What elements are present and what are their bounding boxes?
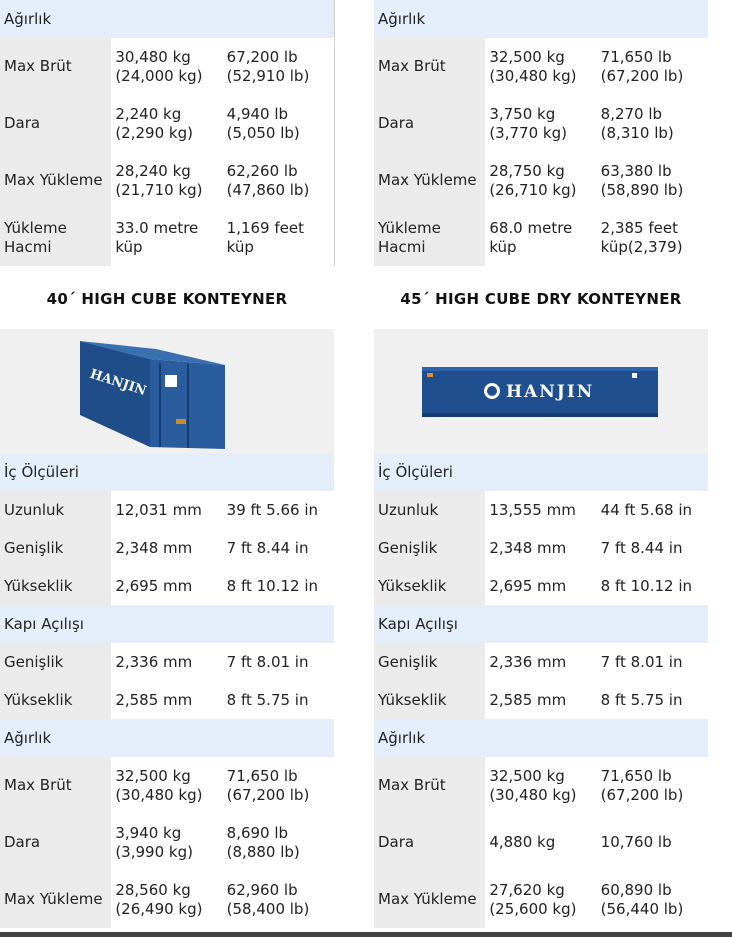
section-header: İç Ölçüleri [374,453,708,491]
top-weight-table [0,0,334,266]
value-imperial: 10,760 lb [600,833,672,851]
brand-label: HANJIN [506,382,595,402]
container-image [0,329,334,453]
value-metric: 2,348 mm [115,538,193,557]
value-imperial: 62,260 lb (47,860 lb) [226,161,310,199]
row-label: Yükleme Hacmi [374,209,485,266]
value-metric: 2,336 mm [115,652,193,671]
value-imperial: 8 ft 10.12 in [226,576,319,595]
row-label: Max Brüt [0,38,111,95]
row-label: Yükleme Hacmi [0,209,111,266]
value-imperial: 7 ft 8.44 in [226,538,309,557]
container-45hc-icon [374,329,708,453]
row-label: Max Yükleme [0,871,111,928]
section-header: Kapı Açılışı [374,605,708,643]
table-row [0,757,334,814]
row-label: Genişlik [374,643,485,681]
row-label: Yükseklik [374,567,485,605]
value-metric: 28,240 kg (21,710 kg) [115,161,203,199]
value-metric: 27,620 kg (25,600 kg) [489,880,577,918]
row-label: Genişlik [374,529,485,567]
value-imperial: 7 ft 8.01 in [226,652,309,671]
table-row [374,567,708,605]
value-metric: 2,695 mm [115,576,193,595]
table-row [0,529,334,567]
value-metric: 3,750 kg (3,770 kg) [489,104,567,142]
value-imperial: 4,940 lb (5,050 lb) [226,104,300,142]
table-row [0,681,334,719]
value-imperial: 1,169 feet küp [226,218,304,256]
section-header: Ağırlık [374,0,708,38]
value-metric: 2,585 mm [115,690,193,709]
value-imperial: 8,690 lb (8,880 lb) [226,823,300,861]
value-metric: 2,695 mm [489,576,567,595]
value-imperial: 8,270 lb (8,310 lb) [600,104,674,142]
value-imperial: 71,650 lb (67,200 lb) [226,766,310,804]
row-label: Dara [0,95,111,152]
container-image [374,329,708,453]
value-imperial: 2,385 feet küp(2,379) [600,218,683,256]
row-label: Max Yükleme [374,871,485,928]
value-metric: 4,880 kg [489,833,556,851]
value-imperial: 67,200 lb (52,910 lb) [226,47,310,85]
row-label: Yükseklik [0,567,111,605]
value-imperial: 44 ft 5.68 in [600,500,693,519]
table-row [374,529,708,567]
row-label: Max Yükleme [0,152,111,209]
value-metric: 32,500 kg (30,480 kg) [489,766,577,804]
value-metric: 28,750 kg (26,710 kg) [489,161,577,199]
value-metric: 30,480 kg (24,000 kg) [115,47,203,85]
table-row [0,567,334,605]
table-row [0,95,334,152]
value-imperial: 39 ft 5.66 in [226,500,319,519]
value-imperial: 8 ft 5.75 in [600,690,683,709]
row-label: Max Brüt [374,38,485,95]
value-metric: 68.0 metre küp [489,218,573,256]
value-imperial: 8 ft 5.75 in [226,690,309,709]
value-metric: 3,940 kg (3,990 kg) [115,823,193,861]
value-imperial: 8 ft 10.12 in [600,576,693,595]
interior-dimensions-table [0,453,334,928]
section-header: Ağırlık [0,719,334,757]
row-label: Dara [374,95,485,152]
container-title: 45´ HIGH CUBE DRY KONTEYNER [400,290,682,308]
table-row [0,814,334,871]
table-row [0,209,334,266]
value-imperial: 7 ft 8.01 in [600,652,683,671]
value-imperial: 63,380 lb (58,890 lb) [600,161,684,199]
value-metric: 12,031 mm [115,500,202,519]
value-metric: 2,348 mm [489,538,567,557]
row-label: Yükseklik [374,681,485,719]
value-imperial: 62,960 lb (58,400 lb) [226,880,310,918]
table-row [374,38,708,95]
value-metric: 33.0 metre küp [115,218,199,256]
row-label: Uzunluk [0,491,111,529]
table-row [374,643,708,681]
table-row [0,643,334,681]
table-row [374,814,708,871]
table-row [374,871,708,928]
table-row [0,871,334,928]
container-40hc-icon [0,329,334,453]
value-metric: 2,240 kg (2,290 kg) [115,104,193,142]
interior-dimensions-table [374,453,708,928]
value-imperial: 71,650 lb (67,200 lb) [600,47,684,85]
section-header: Ağırlık [374,719,708,757]
table-row [374,209,708,266]
table-row [0,491,334,529]
window-bottom-edge [0,932,732,937]
row-label: Dara [374,814,485,871]
table-row [0,38,334,95]
section-header: Ağırlık [0,0,334,38]
value-metric: 13,555 mm [489,500,576,519]
row-label: Yükseklik [0,681,111,719]
top-weight-table [374,0,708,266]
value-imperial: 7 ft 8.44 in [600,538,683,557]
container-title: 40´ HIGH CUBE KONTEYNER [46,290,288,308]
value-metric: 2,336 mm [489,652,567,671]
value-metric: 32,500 kg (30,480 kg) [489,47,577,85]
table-row [374,491,708,529]
row-label: Max Yükleme [374,152,485,209]
value-metric: 2,585 mm [489,690,567,709]
table-row [374,152,708,209]
value-metric: 32,500 kg (30,480 kg) [115,766,203,804]
section-header: Kapı Açılışı [0,605,334,643]
value-imperial: 71,650 lb (67,200 lb) [600,766,684,804]
row-label: Max Brüt [0,757,111,814]
row-label: Genişlik [0,529,111,567]
brand-label: HANJIN [87,366,148,400]
table-row [0,152,334,209]
value-imperial: 60,890 lb (56,440 lb) [600,880,684,918]
table-row [374,757,708,814]
section-header: İç Ölçüleri [0,453,334,491]
row-label: Dara [0,814,111,871]
table-row [374,95,708,152]
value-metric: 28,560 kg (26,490 kg) [115,880,203,918]
table-row [374,681,708,719]
row-label: Uzunluk [374,491,485,529]
column-divider [334,0,335,266]
row-label: Max Brüt [374,757,485,814]
row-label: Genişlik [0,643,111,681]
